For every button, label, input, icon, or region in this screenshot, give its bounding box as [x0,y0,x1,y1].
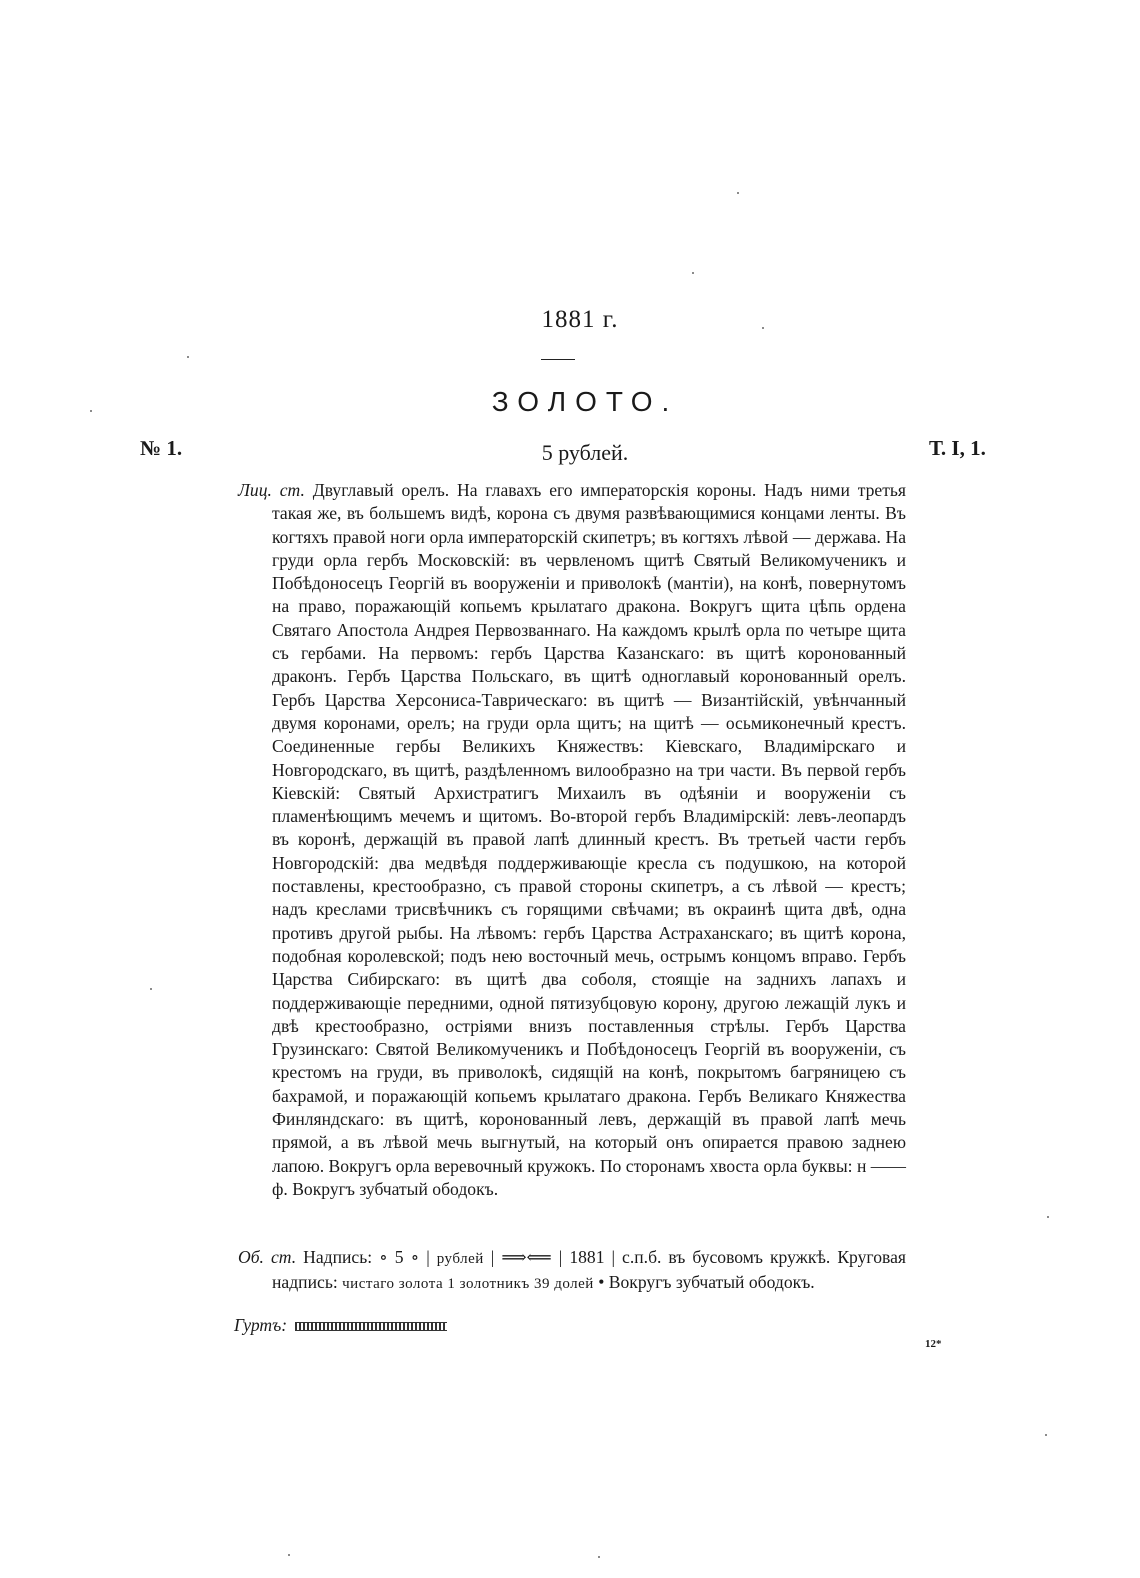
reverse-circular-legend: чистаго золота 1 золотникъ 39 долей [342,1276,594,1293]
scan-speck [692,272,694,274]
scan-speck [1045,1434,1047,1436]
sheet-mark: 12* [925,1338,942,1350]
scan-speck [598,1556,600,1558]
item-number: № 1. [140,436,183,460]
scan-speck [150,988,152,990]
metal-heading: ЗОЛОТО. [491,386,679,417]
reverse-text-a: Надпись: ∘ 5 ∘ | [303,1247,437,1267]
edge-label: Гуртъ: [234,1315,288,1335]
reverse-text-e: • Вокругъ зубчатый ободокъ. [593,1272,815,1293]
scan-speck [762,327,764,329]
obverse-label: Лиц. ст. [238,480,305,500]
reverse-text-c: | ⟹⟸ | 1881 | с.п.б. въ бусовомъ кружкѣ. Круговая надпись: [272,1247,906,1293]
edge-description [234,1315,447,1336]
scan-speck [737,192,739,194]
edge-pattern-icon [295,1322,447,1331]
scan-speck [1047,1216,1049,1218]
page-year: 1881 г. [541,306,619,333]
scan-speck [288,1554,290,1556]
obverse-text: Двуглавый орелъ. На главахъ его императорскія короны. Надъ ними третья такая же, въ большемъ видѣ, корона съ двумя развѣвающимися концами ленты. Въ когтяхъ правой ноги орла императорскій скипетръ; въ когтяхъ лѣвой — держава. На груди орла гербъ Московскій: въ червленомъ щитѣ Святый Великомученикъ и Побѣдоносецъ Георгій въ вооруженіи и приволокѣ (мантіи), на конѣ, повернутомъ на право, поражающій копьемъ крылатаго дракона. Вокругъ щита цѣпь ордена Святаго Апостола Андрея Первозваннаго. На каждомъ крылѣ орла по четыре щита съ гербами. На первомъ: гербъ Царства Казанскаго: въ щитѣ коронованный драконъ. Гербъ Царства Польскаго, въ щитѣ одноглавый коронованный орелъ. Гербъ Царства Херсониса-Таврическаго: въ щитѣ — Византійскій, увѣнчанный двумя коронами, орелъ; на груди орла щитъ; на щитѣ — осьмиконечный крестъ. Соединенные гербы Великихъ Княжествъ: Кіевскаго, Владимірскаго и Новгородскаго, въ щитѣ, раздѣленномъ вилообразно на три части. Въ первой гербъ Кіевскій: Святый Архистратигъ Михаилъ въ одѣяніи и вооруженіи съ пламенѣющимъ мечемъ и щитомъ. Во-второй гербъ Владимірскій: левъ-леопардъ въ коронѣ, держащій въ правой лапѣ длинный крестъ. Въ третьей части гербъ Новгородскій: два медвѣдя поддерживающіе кресла съ подушкою, на которой поставлены, крестообразно, съ правой стороны скипетръ, а съ лѣвой — крестъ; надъ креслами трисвѣчникъ съ горящими свѣчами; въ окраинѣ щита двѣ, одна противъ другой рыбы. На лѣвомъ: гербъ Царства Астраханскаго; въ щитѣ корона, подобная королевской; подъ нею восточный мечь, острымъ концомъ вправо. Гербъ Царства Сибирскаго: въ щитѣ два соболя, стоящіе на заднихъ лапахъ и поддерживающіе передними, одной пятизубцовую корону, другою лежащій лукъ и двѣ крестообразно, остріями внизъ поставленныя стрѣлы. Гербъ Царства Грузинскаго: Святой Великомученикъ и Побѣдоносецъ Георгій въ вооруженіи, съ крестомъ на груди, въ приволокѣ, сидящій на конѣ, покрытомъ багряницею съ бахрамой, и поражающій копьемъ крылатаго дракона. Гербъ Великаго Княжества Финляндскаго: въ щитѣ, коронованный левъ, держащій въ правой лапѣ мечь прямой, а въ лѣвой мечь выгнутый, на который онъ опирается правою заднею лапою. Вокругъ орла веревочный кружокъ. По сторонамъ хвоста орла буквы: н —— ф. Вокругъ зубчатый ободокъ. [272,480,907,1199]
plate-reference: Т. I, 1. [929,436,986,460]
title-rule [541,359,575,360]
reverse-label: Об. ст. [238,1247,297,1267]
reverse-description [238,1246,906,1297]
denomination: 5 рублей. [541,440,629,465]
reverse-legend-rubles: рублей [436,1251,484,1267]
obverse-description [238,479,906,1201]
scan-speck [90,410,92,412]
scan-speck [187,356,189,358]
